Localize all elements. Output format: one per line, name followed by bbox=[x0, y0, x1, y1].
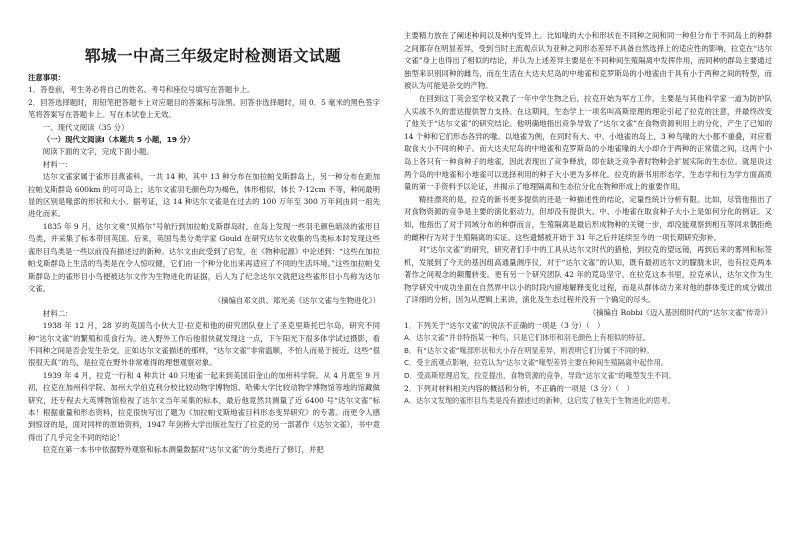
right-para: 对“达尔文雀”的研究，研究者们手中的工具从达尔文时代的猎枪，到拉克的望远镜，再到后来的雾网和标签机，发展到了今天的基因组高通量测序仪，对于“达尔文雀”的认知，既有最初达尔文的朦胧未识，也有拉克两本著作之间观念的颠覆转变。更有另一个研究团队 42 年的荒岛坚守。在拉克这本书里，拉克承认，达尔文作为生物学研究中成功坐面在自然界中以小的时段内留地解释变化过程，而是从群体动力来对他的群体变迁的成分做出了详细的分析，因为从逻辑上来讲，演化及生态过程并没有一个确定的尽头。 bbox=[404, 245, 772, 305]
material2-para: 1938 年 12 月，28 岁的英国鸟小伙大卫·拉克和他的研究团队登上了圣克里斯托巴尔岛，研究不同种“达尔文雀”的繁殖和觅食行为。进入野外工作后他很快就发现这一点，下午阳光下很多体学试过摄影，看不同种之间是否会发生杂交。正如达尔文雀描述的那样，“达尔文雀”非常温顺，不怕人而易于接近。这些“很很很天真”的鸟，是拉克在野外非常难得的理想观察对象。 bbox=[28, 321, 380, 368]
question-2: 2．下列对材料相关内容的概括和分析，不正确的一项是（3 分）（ ） bbox=[404, 383, 634, 393]
right-para: 在回到这丁英会室学校又教了一年中学生物之后，拉克开始为军方工作，主要是与其他科学家一道为防护队入实战不久的雷达提供智力支持。在这期间，生态学上一项名叫高斯原理的理论引起了拉克的注意，并最终改变了他关于“达尔文雀”的研究结论。他明确地指出竞争导致了“达尔文雀”在食物资源利用上的分化，产生了已知的 14 个种和它们形态各异的喙。以地雀为例，在同时有大、中、小地雀的岛上，3 种鸟喙的大小都不重叠，对应着取食大小不同的种子。而大达夫尼岛的中地雀和克罗斯岛的小地雀喙的大小却介于两种的正常值之间，这两个小岛上各只有一种食种子的地雀，因此表现出了竞争释放，即在缺乏竞争者时物种会扩展实际的生态位。就是说这两个岛的中地雀和小地雀可以选择利用的种子大小更为多样化。拉克的新书用形态学、生态学和行为学方面高质量的第一手资料予以论证，并揭示了地理隔离和生态位分化在物种形成上的重要作用。 bbox=[404, 93, 772, 192]
q1-option-a: A．达尔文雀”并非特指某一种鸟，只是它们体形和羽毛颜色上有相似的特征。 bbox=[404, 333, 650, 343]
q1-option-c: C．受主流观点影响，拉克认为“达尔文雀”喙型差异主要在种间生殖隔离中起作用。 bbox=[404, 358, 669, 368]
q1-option-d: D．受高斯原理启发，拉克提出，食物资源的竞争，导致“达尔文雀”的喙型发生不同。 bbox=[404, 371, 676, 381]
subsection-heading: （一）现代文阅读Ⅰ（本题共 5 小题，19 分） bbox=[42, 135, 195, 145]
material2-para: 拉克在第一本书中依据野外观察和标本测量数据对“达尔文雀”的分类进行了修订，并把 bbox=[42, 445, 324, 455]
material2-para: 1939 年 4 月，拉克一行和 4 种共计 40 只地雀一起来到美国旧金山的加州科学院。从 4 月底至 9 月初，拉克在加州科学院、加州大学伯克利分校比较动物学博物馆、哈佛大学比较动物学博物馆等地的馆藏做研究，还专程去大英博物馆检视了达尔文当年采集的标本，最后他竟然共测量了近 6400 号“达尔文雀”标本！根据重量和形态资料，拉克很快写出了题为《加拉帕戈斯地雀目科形态变异研究》的专著。而更令人感到惊讶的是，面对同样的原始资料，1947 年剑桥大学出版社发行了拉克的另一部著作《达尔文雀》，书中竟得出了几乎完全不同的结论！ bbox=[28, 370, 380, 442]
notice-1: 1．答卷前，考生务必将自己的姓名、考号和座位号填写在答题卡上。 bbox=[28, 85, 255, 95]
q2-option-a: A．达尔文发现的雀形目鸟类是没有描述过的新种，这启发了他关于生物进化的思考。 bbox=[404, 396, 675, 406]
notice-2: 2．回答选择题时，用铅笔把答题卡上对应题目的答案标号涂黑。回答非选择题时，用 0．5 毫米的黑色签字笔将答案写在答题卡上。写在本试卷上无效。 bbox=[28, 97, 380, 120]
material1-source: （摘编自邓文洪、郑光美《达尔文雀与生物进化》） bbox=[213, 296, 380, 306]
question-1: 1．下列关于“达尔文雀”的说法不正确的一项是（3 分）（ ） bbox=[404, 320, 605, 330]
right-para: 精挂漂亮的是，拉克的新书更多提供的还是一种描述性的结论，定量性统计分析有限。比如，尽管他指出了对食物资源的竞争是主要的演化驱动力，但却没有提供大、中、小地雀在取食种子大小上是如何分化的例证。又如，他指出了对于同域分布的种群而言，生殖隔离是最后形成物种的关键一步，却没能观察到相互等同求偶拒绝的雌种行为对于生殖隔离的实证。这些遗憾被开始于 31 年之后并延续至今的一项长期研究弥补。 bbox=[404, 194, 772, 242]
material1-para: 1835 年 9 月，达尔文乘“贝格尔”号航行到加拉帕戈斯群岛时，在岛上发现一些羽毛颜色暗淡的雀形目鸟类，并采集了标本带回英国。后来，英国鸟类分类学家 Gould 在研究达尔文收集的鸟类标本时发现这些雀形目鸟类是一些以前没有描述过的新种。达尔文由此受到了启发，在《物种起源》中论述到：“这些在加拉帕戈斯群岛上生活的鸟类是在令人惊叹健，它们由一个种分化出来再适应了不同的生活环境。”这些加拉帕戈斯群岛上的雀形目小鸟便被达尔文作为生物进化的证据，后人为了纪念达尔文就把这些雀形目小鸟称为达尔文雀。 bbox=[28, 221, 380, 293]
section-heading: 一、现代文阅读（35 分） bbox=[42, 122, 129, 132]
q1-option-b: B．有“达尔文雀”喙部形状和大小存在明显差异，则表明它们分属于不同的种。 bbox=[404, 345, 654, 355]
material2-label: 材料二： bbox=[42, 308, 73, 318]
right-column bbox=[404, 30, 772, 408]
right-source: （摘编自 Robbi《迈入基因组时代的“达尔文雀”传奇》） bbox=[588, 308, 772, 318]
notice-heading: 注意事项： bbox=[28, 73, 65, 82]
left-column bbox=[28, 72, 380, 457]
page-title: 郓城一中高三年级定时检测语文试题 bbox=[84, 47, 341, 65]
material1-para: 达尔文雀家属于雀形目燕雀科，一共 14 种，其中 13 种分布在加拉帕戈斯群岛上，另一种分布在距加拉帕戈斯群岛 600km 的可可岛上；达尔文雀羽毛颜色均为褐色，体形相似，体长 7-12cm 不等，种间最明显的区别是喙部的形状和大小。据考证，这 14 种达尔文雀是在过去的 100 万年至 300 万年间由同一祖先进化而来。 bbox=[28, 172, 380, 219]
right-para: 主要精力放在了阐述种间以及种内变异上。比如喙的大小和形状在不同种之间和同一种但分布于不同岛上的种群之间都存在明显差异，受到当时主流观点认为亚种之间形态差异不具备自然选择上的适应性的影响，拉克在“达尔文雀”身上也得出了相似的结论，并认为上述差异主要是在不同种间生殖隔离中发挥作用，而同种的群岛主要通过独型来识别同种的雌鸟，而在生活在大达夫尼岛的中地雀和克罗斯岛的小地雀由于具有小于两种之间的特型，而被认为可能是杂交的产物。 bbox=[404, 31, 772, 91]
instruction: 阅读下面的文字，完成下面小题。 bbox=[42, 147, 154, 157]
material1-label: 材料一： bbox=[42, 159, 73, 169]
